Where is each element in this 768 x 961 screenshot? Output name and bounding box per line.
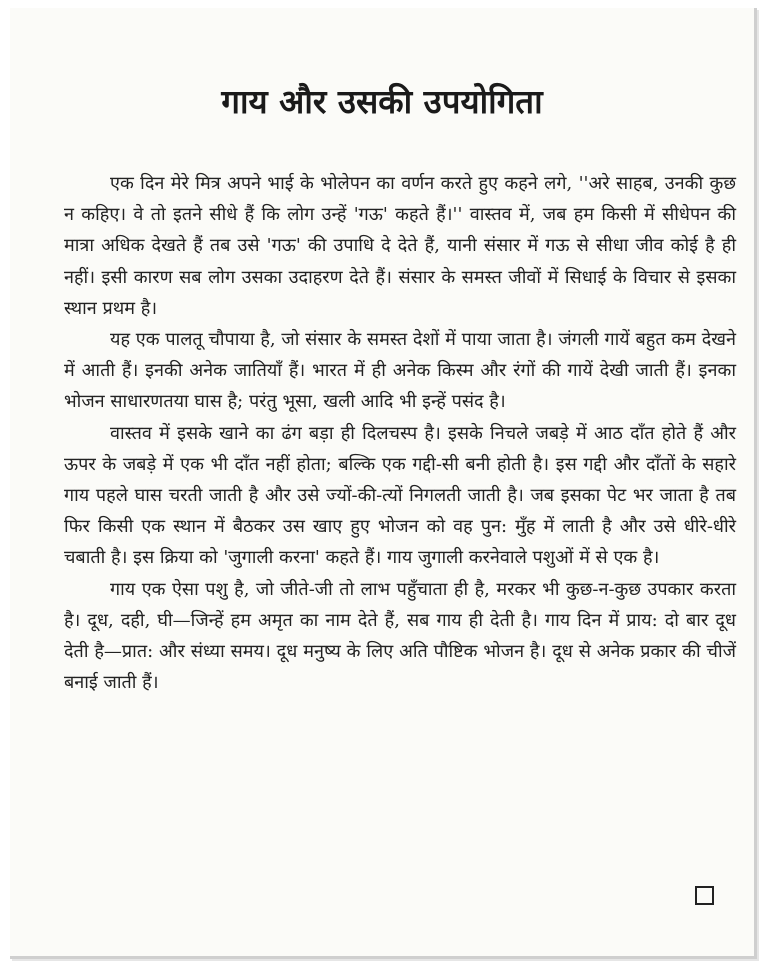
- document-page: [10, 8, 757, 959]
- document-title: गाय और उसकी उपयोगिता: [221, 82, 543, 121]
- paragraph-3: वास्तव में इसके खाने का ढंग बड़ा ही दिलचस्प है। इसके निचले जबड़े में आठ दाँत होते हैं और ऊपर के जबड़े में एक भी दाँत नहीं होता; बल्कि एक गद्दी-सी बनी होती है। इस गद्दी और दाँतों के सहारे गाय पहले घास चरती जाती है और उसे ज्यों-की-त्यों निगलती जाती है। जब इसका पेट भर जाता है तब फिर किसी एक स्थान में बैठकर उस खाए हुए भोजन को वह पुन: मुँह में लाती है और उसे धीरे-धीरे चबाती है। इस क्रिया को 'जुगाली करना' कहते हैं। गाय जुगाली करनेवाले पशुओं में से एक है।: [64, 422, 736, 569]
- essay-body: [64, 168, 736, 698]
- paragraph-4: गाय एक ऐसा पशु है, जो जीते-जी तो लाभ पहुँचाता ही है, मरकर भी कुछ-न-कुछ उपकार करता है। दूध, दही, घी—जिन्हें हम अमृत का नाम देते हैं, सब गाय ही देती है। गाय दिन में प्राय: दो बार दूध देती है—प्रात: और संध्या समय। दूध मनुष्य के लिए अति पौष्टिक भोजन है। दूध से अनेक प्रकार की चीजें बनाई जाती हैं।: [64, 578, 736, 694]
- paragraph-1: एक दिन मेरे मित्र अपने भाई के भोलेपन का वर्णन करते हुए कहने लगे, ''अरे साहब, उनकी कुछ न कहिए। वे तो इतने सीधे हैं कि लोग उन्हें 'गऊ' कहते हैं।'' वास्तव में, जब हम किसी में सीधेपन की मात्रा अधिक देखते हैं तब उसे 'गऊ' की उपाधि दे देते हैं, यानी संसार में गऊ से सीधा जीव कोई है ही नहीं। इसी कारण सब लोग उसका उदाहरण देते हैं। संसार के समस्त जीवों में सिधाई के विचार से इसका स्थान प्रथम है।: [64, 173, 736, 319]
- end-of-article-icon: [695, 886, 714, 905]
- paragraph-2: यह एक पालतू चौपाया है, जो संसार के समस्त देशों में पाया जाता है। जंगली गायें बहुत कम देखने में आती हैं। इनकी अनेक जातियाँ हैं। भारत में ही अनेक किस्म और रंगों की गायें देखी जाती हैं। इनका भोजन साधारणतया घास है; परंतु भूसा, खली आदि भी इन्हें पसंद है।: [64, 329, 736, 413]
